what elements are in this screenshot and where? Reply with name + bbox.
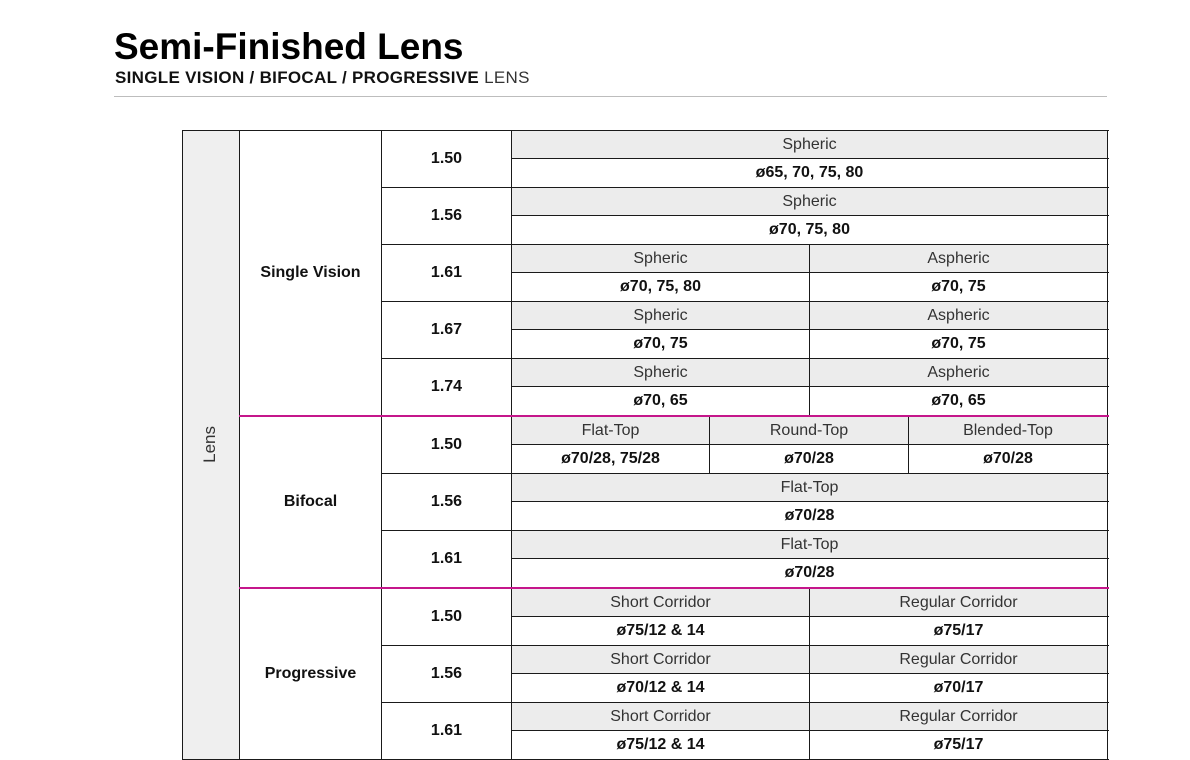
design-header-cell: Flat-Top (512, 474, 1108, 502)
diameter-value-cell: ø70/28 (512, 502, 1108, 531)
diameter-value-cell: ø70, 75 (810, 330, 1108, 359)
diameter-value-cell: ø70/28 (710, 445, 909, 474)
refractive-index-cell: 1.61 (382, 531, 512, 589)
category-cell: Progressive (240, 588, 382, 760)
design-header-cell: Flat-Top (512, 531, 1108, 559)
subtitle-light: LENS (484, 68, 530, 87)
design-header-cell: Round-Top (710, 416, 909, 445)
refractive-index-cell: 1.50 (382, 416, 512, 474)
diameter-value-cell: ø70, 75 (512, 330, 810, 359)
diameter-value-cell: ø70/28 (909, 445, 1108, 474)
refractive-index-cell: 1.56 (382, 474, 512, 531)
design-header-cell: Spheric (512, 131, 1108, 159)
diameter-value-cell: ø75/12 & 14 (512, 617, 810, 646)
design-header-cell: Regular Corridor (810, 588, 1108, 617)
design-header-cell: Spheric (512, 188, 1108, 216)
design-header-cell: Aspheric (810, 359, 1108, 387)
spec-header-row (183, 416, 1108, 445)
diameter-value-cell: ø75/12 & 14 (512, 731, 810, 760)
design-header-cell: Short Corridor (512, 646, 810, 674)
category-cell: Single Vision (240, 131, 382, 417)
diameter-value-cell: ø70, 65 (810, 387, 1108, 417)
refractive-index-cell: 1.74 (382, 359, 512, 417)
design-header-cell: Regular Corridor (810, 646, 1108, 674)
diameter-value-cell: ø70, 65 (512, 387, 810, 417)
design-header-cell: Aspheric (810, 245, 1108, 273)
page-subtitle (115, 68, 530, 88)
refractive-index-cell: 1.61 (382, 703, 512, 760)
refractive-index-cell: 1.67 (382, 302, 512, 359)
design-header-cell: Regular Corridor (810, 703, 1108, 731)
design-header-cell: Short Corridor (512, 588, 810, 617)
design-header-cell: Aspheric (810, 302, 1108, 330)
spec-header-row (183, 588, 1108, 617)
diameter-value-cell: ø70/28, 75/28 (512, 445, 710, 474)
diameter-value-cell: ø75/17 (810, 617, 1108, 646)
side-label-cell (183, 131, 240, 760)
diameter-value-cell: ø70/28 (512, 559, 1108, 589)
diameter-value-cell: ø65, 70, 75, 80 (512, 159, 1108, 188)
lens-spec-table (182, 130, 1108, 760)
spec-header-row (183, 131, 1108, 159)
diameter-value-cell: ø70/17 (810, 674, 1108, 703)
diameter-value-cell: ø70, 75, 80 (512, 216, 1108, 245)
subtitle-bold: SINGLE VISION / BIFOCAL / PROGRESSIVE (115, 68, 480, 87)
header-divider (114, 96, 1107, 97)
page-title: Semi-Finished Lens (114, 26, 464, 67)
refractive-index-cell: 1.56 (382, 646, 512, 703)
design-header-cell: Short Corridor (512, 703, 810, 731)
side-label: Lens (200, 426, 219, 463)
design-header-cell: Spheric (512, 359, 810, 387)
design-header-cell: Flat-Top (512, 416, 710, 445)
diameter-value-cell: ø70, 75 (810, 273, 1108, 302)
diameter-value-cell: ø70/12 & 14 (512, 674, 810, 703)
refractive-index-cell: 1.56 (382, 188, 512, 245)
design-header-cell: Spheric (512, 245, 810, 273)
refractive-index-cell: 1.50 (382, 131, 512, 188)
diameter-value-cell: ø70, 75, 80 (512, 273, 810, 302)
diameter-value-cell: ø75/17 (810, 731, 1108, 760)
design-header-cell: Blended-Top (909, 416, 1108, 445)
refractive-index-cell: 1.50 (382, 588, 512, 646)
category-cell: Bifocal (240, 416, 382, 588)
refractive-index-cell: 1.61 (382, 245, 512, 302)
design-header-cell: Spheric (512, 302, 810, 330)
